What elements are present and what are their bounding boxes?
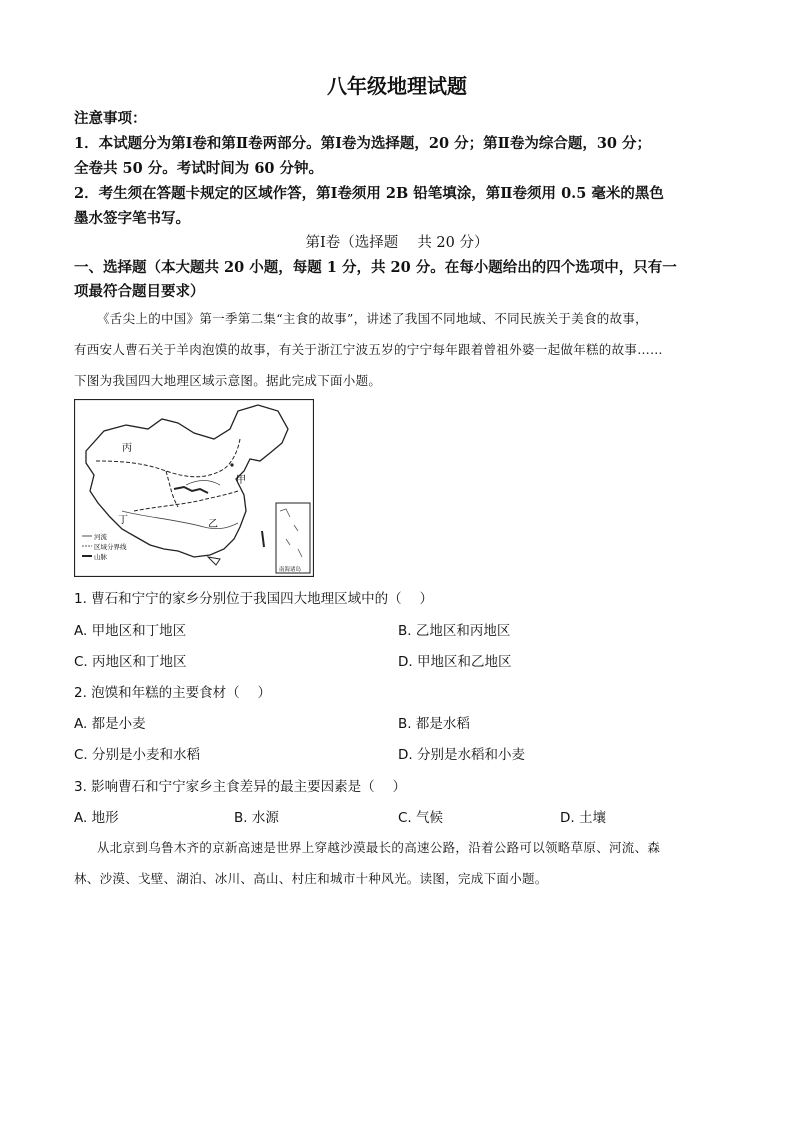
- part1-heading: 第Ⅰ卷（选择题 共 20 分）: [305, 235, 489, 251]
- passage1-line3: 下图为我国四大地理区域示意图。据此完成下面小题。: [74, 373, 382, 388]
- question-2-option-d[interactable]: D. 分别是水稻和小麦: [398, 747, 525, 763]
- question-3-option-c[interactable]: C. 气候: [398, 810, 444, 826]
- question-1-option-c[interactable]: C. 丙地区和丁地区: [74, 654, 187, 670]
- south-sea-inset: [276, 503, 310, 573]
- question-1-option-d[interactable]: D. 甲地区和乙地区: [398, 654, 512, 670]
- notice-item2-line1: 2．考生须在答题卡规定的区域作答，第Ⅰ卷须用 2B 铅笔填涂，第Ⅱ卷须用 0.5 毫米的黑色: [74, 185, 664, 202]
- question-1-option-a[interactable]: A. 甲地区和丁地区: [74, 623, 187, 639]
- question-3-option-d[interactable]: D. 土壤: [560, 810, 606, 826]
- section1-line1: 一、选择题（本大题共 20 小题，每题 1 分，共 20 分。在每小题给出的四个选项中，只有一: [74, 259, 677, 276]
- question-1-stem: 1. 曹石和宁宁的家乡分别位于我国四大地理区域中的（ ）: [74, 591, 433, 607]
- question-3-stem: 3. 影响曹石和宁宁家乡主食差异的最主要因素是（ ）: [74, 779, 406, 795]
- question-1-option-b[interactable]: B. 乙地区和丙地区: [398, 623, 511, 639]
- legend-river: 河流: [94, 533, 107, 541]
- legend-mountain: 山脉: [94, 553, 107, 561]
- section1-line2: 项最符合题目要求）: [74, 283, 205, 300]
- question-3-option-b[interactable]: B. 水源: [234, 810, 279, 826]
- region-label-ding: 丁: [118, 515, 128, 526]
- region-label-bing: 丙: [122, 443, 132, 454]
- page-title: 八年级地理试题: [327, 74, 467, 98]
- legend-boundary: 区域分界线: [94, 543, 127, 551]
- question-2-option-c[interactable]: C. 分别是小麦和水稻: [74, 747, 201, 763]
- inset-caption: 南海诸岛: [279, 567, 302, 573]
- passage1-line1: 《舌尖上的中国》第一季第二集“主食的故事”，讲述了我国不同地域、不同民族关于美食的故事，: [97, 311, 648, 326]
- capital-marker: [230, 463, 233, 466]
- region-label-yi: 乙: [208, 519, 218, 530]
- notice-item2-line2: 墨水签字笔书写。: [74, 210, 190, 227]
- region-label-jia: 甲: [236, 475, 246, 486]
- china-regions-map: [74, 399, 314, 577]
- passage2-line2: 林、沙漠、戈壁、湖泊、冰川、高山、村庄和城市十种风光。读图，完成下面小题。: [74, 871, 548, 886]
- question-2-stem: 2. 泡馍和年糕的主要食材（ ）: [74, 685, 271, 701]
- question-2-option-a[interactable]: A. 都是小麦: [74, 716, 146, 732]
- notice-item1-line1: 1．本试题分为第Ⅰ卷和第Ⅱ卷两部分。第Ⅰ卷为选择题，20 分；第Ⅱ卷为综合题，30 分；: [74, 135, 652, 152]
- notice-heading: 注意事项：: [74, 110, 147, 127]
- question-2-option-b[interactable]: B. 都是水稻: [398, 716, 470, 732]
- notice-item1-line2: 全卷共 50 分。考试时间为 60 分钟。: [74, 160, 324, 177]
- passage1-line2: 有西安人曹石关于羊肉泡馍的故事，有关于浙江宁波五岁的宁宁每年跟着曾祖外婆一起做年糕的故事……: [74, 342, 663, 357]
- passage2-line1: 从北京到乌鲁木齐的京新高速是世界上穿越沙漠最长的高速公路，沿着公路可以领略草原、河流、森: [97, 840, 661, 855]
- question-3-option-a[interactable]: A. 地形: [74, 810, 119, 826]
